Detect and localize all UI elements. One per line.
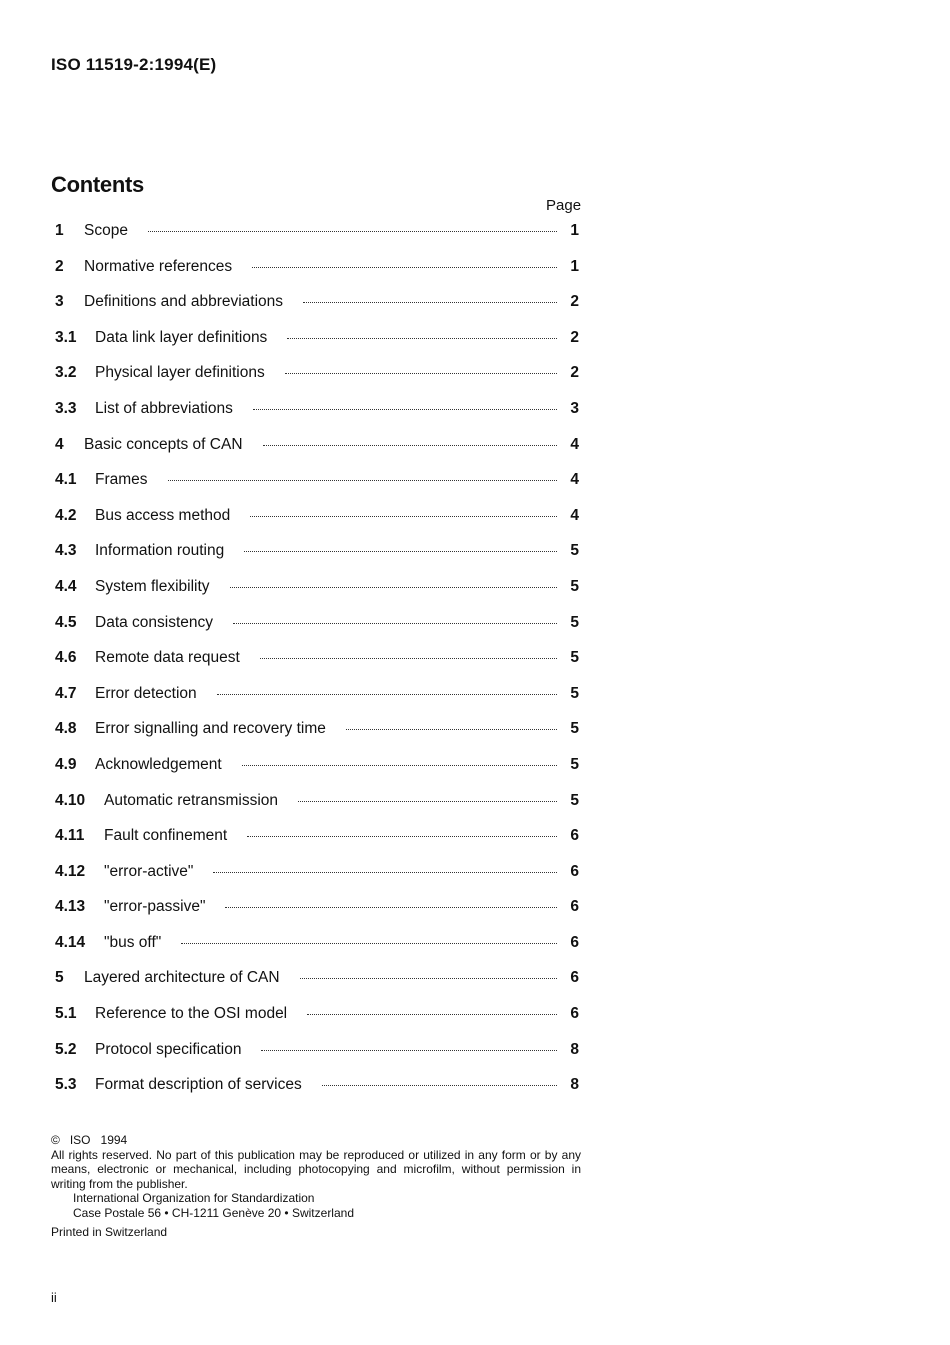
toc-dot-leader: [298, 801, 557, 802]
toc-dot-leader: [225, 907, 557, 908]
toc-entry-title: "error-passive": [104, 898, 206, 916]
toc-entry-page: 5: [570, 613, 579, 631]
toc-dot-leader: [233, 623, 557, 624]
toc-entry-number: 4.7: [55, 684, 77, 702]
toc-dot-leader: [253, 409, 557, 410]
toc-dot-leader: [307, 1014, 557, 1015]
toc-entry-page: 2: [570, 293, 579, 311]
toc-dot-leader: [300, 978, 557, 979]
toc-entry-title: Protocol specification: [95, 1040, 242, 1058]
toc-entry-page: 5: [570, 791, 579, 809]
toc-entry[interactable]: [55, 756, 579, 792]
toc-entry[interactable]: [55, 542, 579, 578]
toc-dot-leader: [287, 338, 557, 339]
toc-entry[interactable]: [55, 827, 579, 863]
toc-entry-number: 4.12: [55, 862, 86, 880]
toc-entry-title: Data consistency: [95, 613, 214, 631]
toc-entry-title: Data link layer definitions: [95, 328, 268, 346]
toc-entry[interactable]: [55, 685, 579, 721]
toc-entry-page: 5: [570, 684, 579, 702]
toc-dot-leader: [181, 943, 557, 944]
toc-entry-page: 4: [570, 435, 579, 453]
toc-entry[interactable]: [55, 258, 579, 294]
toc-dot-leader: [148, 231, 557, 232]
toc-entry-page: 2: [570, 364, 579, 382]
toc-entry-title: Normative references: [84, 257, 233, 275]
toc-entry-title: Acknowledgement: [95, 755, 222, 773]
toc-dot-leader: [346, 729, 557, 730]
page-number: ii: [51, 1290, 57, 1305]
contents-title: Contents: [51, 172, 144, 197]
toc-entry-title: Definitions and abbreviations: [84, 293, 284, 311]
toc-entry-number: 4.10: [55, 791, 86, 809]
toc-entry-number: 4.2: [55, 506, 77, 524]
toc-entry-number: 5.2: [55, 1040, 77, 1058]
toc-entry[interactable]: [55, 898, 579, 934]
toc-entry-title: Reference to the OSI model: [95, 1005, 288, 1023]
toc-dot-leader: [217, 694, 557, 695]
toc-entry-number: 3.2: [55, 364, 77, 382]
toc-entry[interactable]: [55, 222, 579, 258]
toc-entry-title: Automatic retransmission: [104, 791, 279, 809]
toc-entry-title: "error-active": [104, 862, 194, 880]
toc-entry-page: 5: [570, 649, 579, 667]
toc-entry-title: Physical layer definitions: [95, 364, 265, 382]
toc-entry-page: 2: [570, 328, 579, 346]
page-column-label: Page: [546, 197, 582, 214]
toc-entry-number: 3.3: [55, 399, 77, 417]
toc-entry-title: Error signalling and recovery time: [95, 720, 326, 738]
toc-entry-page: 5: [570, 755, 579, 773]
toc-dot-leader: [242, 765, 557, 766]
toc-entry-title: System flexibility: [95, 577, 210, 595]
toc-entry-title: Fault confinement: [104, 827, 228, 845]
toc-entry[interactable]: [55, 720, 579, 756]
toc-entry-title: Format description of services: [95, 1076, 302, 1094]
toc-entry-title: List of abbreviations: [95, 399, 233, 417]
toc-dot-leader: [250, 516, 557, 517]
toc-entry-number: 5: [55, 969, 64, 987]
toc-entry-number: 4.11: [55, 827, 85, 845]
copyright-year: 1994: [100, 1133, 128, 1147]
copyright-symbol: ©: [51, 1133, 60, 1147]
toc-entry[interactable]: [55, 507, 579, 543]
toc-entry-page: 8: [570, 1040, 579, 1058]
toc-dot-leader: [244, 551, 557, 552]
toc-entry-title: Error detection: [95, 684, 197, 702]
toc-entry[interactable]: [55, 792, 579, 828]
toc-entry-title: Bus access method: [95, 506, 231, 524]
toc-entry[interactable]: [55, 1041, 579, 1077]
toc-entry-number: 4: [55, 435, 64, 453]
toc-entry[interactable]: [55, 969, 579, 1005]
toc-entry-page: 5: [570, 577, 579, 595]
toc-entry[interactable]: [55, 1076, 579, 1112]
toc-entry-number: 3.1: [55, 328, 77, 346]
toc-entry-number: 4.1: [55, 471, 77, 489]
toc-entry-title: Information routing: [95, 542, 225, 560]
toc-entry-page: 8: [570, 1076, 579, 1094]
table-of-contents: [55, 222, 579, 1112]
toc-dot-leader: [252, 267, 557, 268]
toc-entry[interactable]: [55, 578, 579, 614]
toc-entry-title: Frames: [95, 471, 148, 489]
toc-entry[interactable]: [55, 329, 579, 365]
toc-entry[interactable]: [55, 364, 579, 400]
toc-entry-number: 4.14: [55, 933, 86, 951]
toc-entry-page: 1: [570, 222, 579, 239]
toc-entry-number: 4.8: [55, 720, 77, 738]
toc-entry[interactable]: [55, 614, 579, 650]
toc-dot-leader: [261, 1050, 557, 1051]
organization-address: Case Postale 56 • CH-1211 Genève 20 • Switzerland: [73, 1205, 354, 1220]
toc-entry[interactable]: [55, 293, 579, 329]
document-id: ISO 11519-2:1994(E): [51, 55, 217, 74]
toc-entry-number: 4.13: [55, 898, 86, 916]
toc-entry-title: Layered architecture of CAN: [84, 969, 280, 987]
rights-statement: All rights reserved. No part of this publication may be reproduced or utilized in any form or by any means, electronic or mechanical, including photocopying and microfilm, without permission in writing from the publisher.: [51, 1147, 581, 1191]
toc-entry-number: 4.5: [55, 613, 77, 631]
toc-dot-leader: [260, 658, 557, 659]
toc-entry[interactable]: [55, 1005, 579, 1041]
copyright-org: ISO: [69, 1133, 91, 1147]
toc-entry-page: 6: [570, 862, 579, 880]
toc-entry-number: 5.1: [55, 1005, 77, 1023]
toc-entry-title: "bus off": [104, 933, 162, 951]
toc-entry-page: 1: [570, 257, 579, 275]
toc-entry-page: 6: [570, 827, 579, 845]
toc-dot-leader: [168, 480, 557, 481]
toc-entry-number: 4.9: [55, 755, 77, 773]
toc-entry-page: 6: [570, 1005, 579, 1023]
toc-entry-title: Basic concepts of CAN: [84, 435, 243, 453]
toc-entry-number: 2: [55, 257, 64, 275]
toc-entry-page: 5: [570, 542, 579, 560]
toc-entry-page: 4: [570, 471, 579, 489]
printed-location: Printed in Switzerland: [51, 1225, 168, 1239]
toc-entry-number: 1: [55, 222, 64, 239]
toc-entry[interactable]: [55, 436, 579, 472]
toc-entry[interactable]: [55, 649, 579, 685]
copyright-block: [51, 1133, 581, 1240]
toc-entry[interactable]: [55, 400, 579, 436]
toc-entry-page: 6: [570, 969, 579, 987]
toc-entry-page: 5: [570, 720, 579, 738]
toc-entry-number: 5.3: [55, 1076, 77, 1094]
toc-entry-page: 4: [570, 506, 579, 524]
toc-entry-number: 3: [55, 293, 64, 311]
toc-entry-title: Remote data request: [95, 649, 240, 667]
toc-dot-leader: [303, 302, 557, 303]
toc-entry-page: 6: [570, 898, 579, 916]
toc-entry-number: 4.6: [55, 649, 77, 667]
toc-dot-leader: [247, 836, 557, 837]
toc-entry[interactable]: [55, 471, 579, 507]
toc-dot-leader: [263, 445, 557, 446]
toc-dot-leader: [213, 872, 557, 873]
organization-name: International Organization for Standardization: [73, 1191, 315, 1205]
copyright-line: [51, 1133, 581, 1148]
toc-entry-number: 4.4: [55, 577, 77, 595]
toc-entry-title: Scope: [84, 222, 128, 239]
toc-entry-number: 4.3: [55, 542, 77, 560]
toc-entry-page: 6: [570, 933, 579, 951]
toc-entry[interactable]: [55, 934, 579, 970]
toc-entry-page: 3: [570, 399, 579, 417]
toc-entry[interactable]: [55, 863, 579, 899]
toc-dot-leader: [322, 1085, 557, 1086]
toc-dot-leader: [230, 587, 557, 588]
toc-dot-leader: [285, 373, 557, 374]
